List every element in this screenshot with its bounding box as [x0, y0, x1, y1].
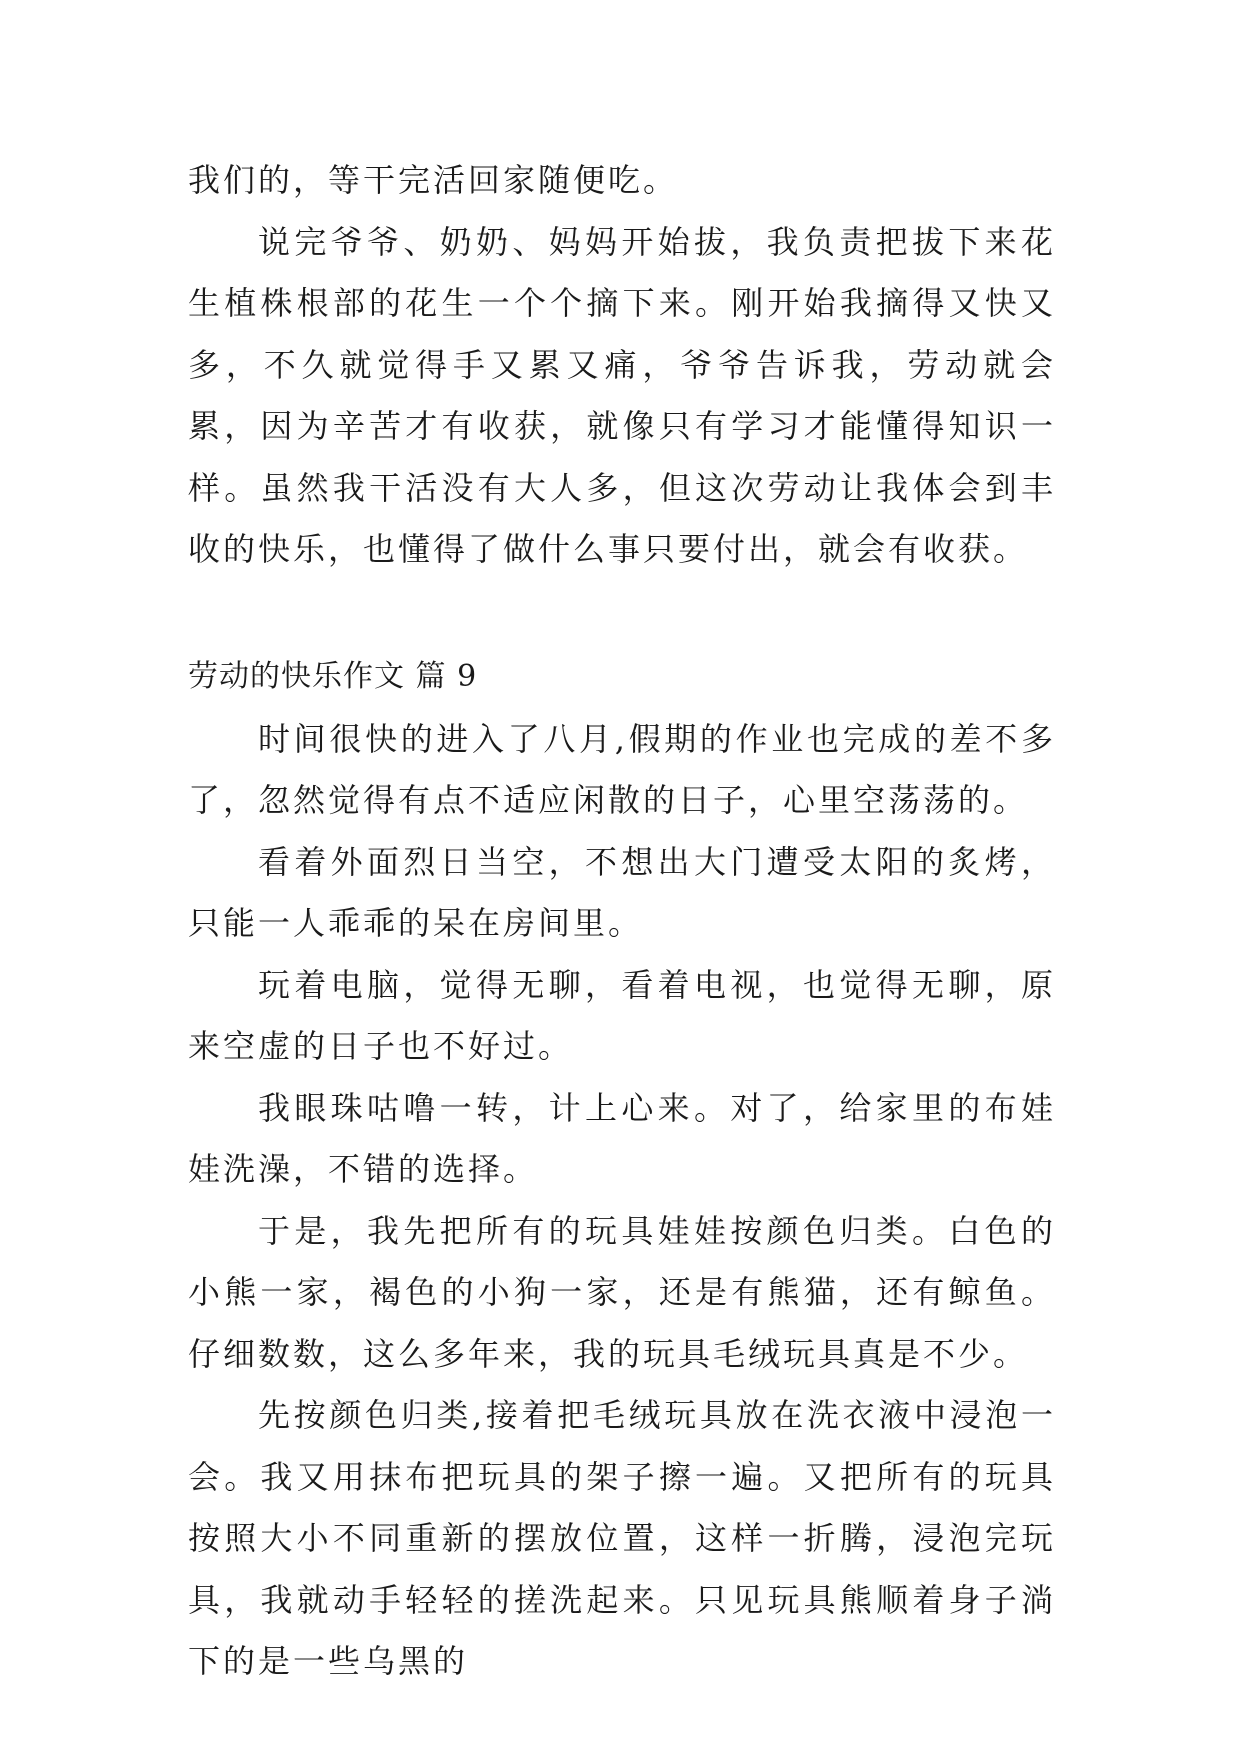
paragraph: 说完爷爷、奶奶、妈妈开始拔，我负责把拔下来花生植株根部的花生一个个摘下来。刚开始我摘得又快又多，不久就觉得手又累又痛，爷爷告诉我，劳动就会累，因为辛苦才有收获，就像只有学习才能懂得知识一样。虽然我干活没有大人多，但这次劳动让我体会到丰收的快乐，也懂得了做什么事只要付出，就会有收获。 — [188, 222, 1056, 568]
carryover-paragraph: 我们的，等干完活回家随便吃。 — [188, 161, 679, 199]
paragraph: 玩着电脑，觉得无聊，看着电视，也觉得无聊，原来空虚的日子也不好过。 — [188, 965, 1056, 1065]
paragraph: 我眼珠咕噜一转，计上心来。对了，给家里的布娃娃洗澡，不错的选择。 — [188, 1088, 1056, 1188]
paragraph: 时间很快的进入了八月,假期的作业也完成的差不多了，忽然觉得有点不适应闲散的日子，心里空荡荡的。 — [188, 719, 1056, 819]
section-title: 劳动的快乐作文 篇 9 — [188, 658, 478, 694]
paragraph: 于是，我先把所有的玩具娃娃按颜色归类。白色的小熊一家，褐色的小狗一家，还是有熊猫，还有鲸鱼。仔细数数，这么多年来，我的玩具毛绒玩具真是不少。 — [188, 1211, 1056, 1373]
paragraph: 看着外面烈日当空，不想出大门遭受太阳的炙烤，只能一人乖乖的呆在房间里。 — [188, 842, 1056, 942]
document-page — [188, 150, 1056, 1693]
paragraph: 先按颜色归类,接着把毛绒玩具放在洗衣液中浸泡一会。我又用抹布把玩具的架子擦一遍。又把所有的玩具按照大小不同重新的摆放位置，这样一折腾，浸泡完玩具，我就动手轻轻的搓洗起来。只见玩具熊顺着身子淌下的是一些乌黑的 — [188, 1396, 1056, 1680]
